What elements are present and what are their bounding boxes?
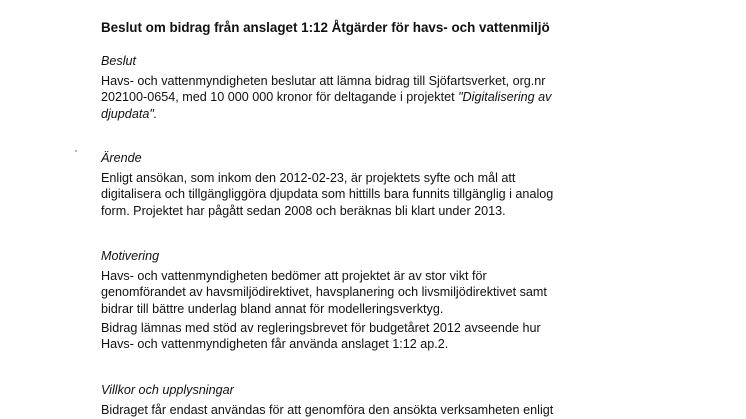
text-line: Havs- och vattenmyndigheten beslutar att lämna bidrag till Sjöfartsverket, org.nr (101, 74, 546, 88)
section-heading-motivering: Motivering (101, 249, 160, 263)
section-heading-beslut: Beslut (101, 54, 137, 68)
section-heading-arende: Ärende (101, 151, 142, 165)
text-line: Havs- och vattenmyndigheten bedömer att projektet är av stor vikt för (101, 269, 487, 283)
text-fragment: 202100-0654, med 10 000 000 kronor för deltagande i projektet (101, 90, 459, 105)
paragraph-arende (101, 170, 571, 219)
paragraph-motivering-1 (101, 268, 571, 317)
text-line: Bidraget får endast användas för att genomföra den ansökta verksamheten enligt (101, 403, 554, 417)
paragraph-motivering-2 (101, 320, 571, 353)
text-line: digitalisera och tillgängliggöra djupdata som hittills bara funnits tillgänglig i analog (101, 187, 554, 202)
text-line: Bidrag lämnas med stöd av regleringsbrevet för budgetåret 2012 avseende hur (101, 321, 541, 335)
text-line: bidrar till bättre underlag bland annat för modelleringsverktyg. (101, 301, 444, 316)
text-line: djupdata". (101, 106, 158, 121)
text-line: Enligt ansökan, som inkom den 2012-02-23, är projektets syfte och mål att (101, 171, 516, 185)
text-line: form. Projektet har pågått sedan 2008 och beräknas bli klart under 2013. (101, 203, 506, 218)
project-name-italic: "Digitalisering av (458, 90, 552, 105)
paragraph-beslut (101, 73, 571, 122)
text-line: Havs- och vattenmyndigheten får använda anslaget 1:12 ap.2. (101, 337, 449, 352)
text-line (101, 89, 571, 105)
scan-speck (75, 150, 77, 152)
text-line: genomförandet av havsmiljödirektivet, havsplanering och livsmiljödirektivet samt (101, 285, 547, 300)
document-title: Beslut om bidrag från anslaget 1:12 Åtgärder för havs- och vattenmiljö (101, 20, 550, 35)
paragraph-villkor (101, 402, 571, 418)
section-heading-villkor: Villkor och upplysningar (101, 383, 234, 397)
